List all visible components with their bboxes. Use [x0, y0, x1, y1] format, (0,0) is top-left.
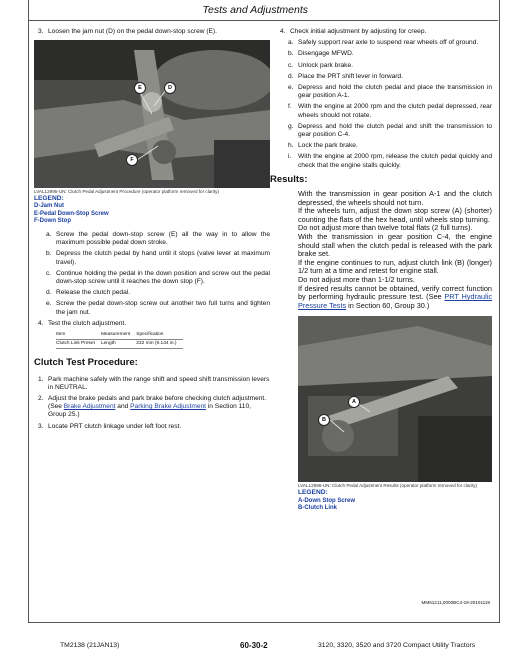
- parking-brake-adjustment-link[interactable]: Parking Brake Adjustment: [130, 403, 206, 411]
- callout-b: B: [318, 414, 330, 426]
- clutch-adjustment-photo: [34, 40, 270, 188]
- legend-title-2: LEGEND:: [298, 489, 328, 497]
- legend-item-b: B-Clutch Link: [298, 504, 337, 511]
- callout-e: E: [134, 82, 146, 94]
- clutch-pedal-illustration: [34, 40, 270, 188]
- substep-c: c. Continue holding the pedal in the down position and screw out the pedal down-stop screw until it reaches the down stop (F).: [46, 269, 270, 286]
- creep-substep-g: g. Depress and hold the clutch pedal and shift the transmission to gear position C-4.: [288, 122, 492, 139]
- prt-hydraulic-pressure-tests-link[interactable]: PRT Hydraulic Pressure Tests: [298, 292, 492, 310]
- clutch-results-photo: [298, 316, 492, 482]
- creep-substep-c: c. Unlock park brake.: [288, 61, 353, 69]
- photo-caption-1: LVAL12995-UN: Clutch Pedal Adjustment Procedure (operator platform removed for clarity): [34, 189, 219, 195]
- legend-title-1: LEGEND:: [34, 195, 64, 203]
- page-header: [28, 0, 498, 21]
- substep-d: d. Release the clutch pedal.: [46, 289, 131, 297]
- results-text: With the transmission in gear position A-1 and the clutch depressed, the wheels should not turn. If the wheels turn, adjust the down stop screw (A) (shorter) counting the flats of the hex head, until wheels stop turning. Do not adjust more than twelve total flats (2 full turns). With the transmission in gear position C-4, the engine should stall when the clutch pedal is released with the park brake set. If the engine continues to run, adjust clutch link (B) (longer) 1/2 turn at a time and retest for engine stall. Do not adjust more than 1-1/2 turns. If desired results cannot be obtained, verify correct function by performing hydraulic pressure test. (See PRT Hydraulic Pressure Tests in Section 60, Group 30.): [276, 190, 492, 310]
- ct-step-3: 3. Locate PRT clutch linkage under left foot rest.: [38, 422, 182, 430]
- spec-header-row: Item Measurement Specification: [56, 331, 183, 340]
- substep-e: e. Screw the pedal down-stop screw out another two full turns and tighten the jam nut.: [46, 300, 270, 316]
- legend-item-a: A-Down Stop Screw: [298, 497, 356, 504]
- clutch-test-heading: Clutch Test Procedure:: [34, 357, 138, 369]
- doc-id: MM61211,0000BC4-19-20101119: [421, 600, 490, 605]
- results-last: If desired results cannot be obtained, verify correct function by performing hydraulic pressure test. (See PRT Hydraulic Pressure Tests in Section 60, Group 30.): [298, 283, 492, 310]
- footer-page-number: 60-30-2: [240, 641, 268, 650]
- footer-left: TM2138 (21JAN13): [60, 642, 120, 649]
- down-stop-illustration: [298, 316, 492, 482]
- footer-right: 3120, 3320, 3520 and 3720 Compact Utility Tractors: [318, 642, 476, 649]
- callout-a: A: [348, 396, 360, 408]
- header-title: Tests and Adjustments: [202, 4, 308, 16]
- creep-substep-i: i. With the engine at 2000 rpm, release the clutch pedal quickly and check that the engine stalls quickly.: [288, 153, 492, 169]
- callout-d: D: [164, 82, 176, 94]
- creep-substep-f: f. With the engine at 2000 rpm and the clutch pedal depressed, rear wheels should not rotate.: [288, 103, 492, 119]
- creep-substep-e: e. Depress and hold the clutch pedal and place the transmission in gear position A-1.: [288, 84, 492, 100]
- spec-table: [56, 331, 183, 349]
- creep-substep-d: d. Place the PRT shift lever in forward.: [288, 72, 403, 80]
- photo-caption-2: LVAL12996-UN: Clutch Pedal Adjustment Results (operator platform removed for clarity): [298, 483, 478, 489]
- creep-substep-a: a. Safely support rear axle to suspend rear wheels off of ground.: [288, 39, 479, 47]
- ct-step-2: 2. Adjust the brake pedals and park brake before checking clutch adjustment. (See Brake Adjustment and Parking Brake Adjustment in Section 110, Group 25.): [38, 395, 267, 419]
- step-3-text: Loosen the jam nut (D) on the pedal down-stop screw (E).: [48, 28, 217, 35]
- creep-substep-h: h. Lock the park brake.: [288, 142, 358, 150]
- step-4-creep: 4. Check initial adjustment by adjusting for creep.: [280, 28, 427, 35]
- legend-item-d: D-Jam Nut: [34, 203, 65, 210]
- ct-step-1: 1. Park machine safely with the range shift and speed shift transmission levers in NEUTRAL.: [38, 375, 270, 391]
- results-heading: Results:: [270, 173, 308, 185]
- left-column: [34, 28, 270, 434]
- legend-item-e: E-Pedal Down-Stop Screw: [34, 210, 109, 217]
- substep-a: a. Screw the pedal down-stop screw (E) all the way in to allow the maximum possible pedal down stroke.: [46, 231, 270, 247]
- right-column: [270, 28, 492, 512]
- step-4: 4. Test the clutch adjustment.: [38, 319, 127, 327]
- substep-b: b. Depress the clutch pedal by hand until it stops (valve lever at maximum travel).: [46, 250, 270, 266]
- legend-item-f: F-Down Stop: [34, 217, 71, 224]
- callout-f: F: [126, 154, 138, 166]
- brake-adjustment-link[interactable]: Brake Adjustment: [63, 403, 116, 411]
- step-3: 3. Loosen the jam nut (D) on the pedal down-stop screw (E).: [38, 28, 217, 35]
- spec-row: Clutch Link Preset Length 232 mm (9.134 in.): [56, 340, 183, 349]
- creep-substep-b: b. Disengage MFWD.: [288, 50, 354, 58]
